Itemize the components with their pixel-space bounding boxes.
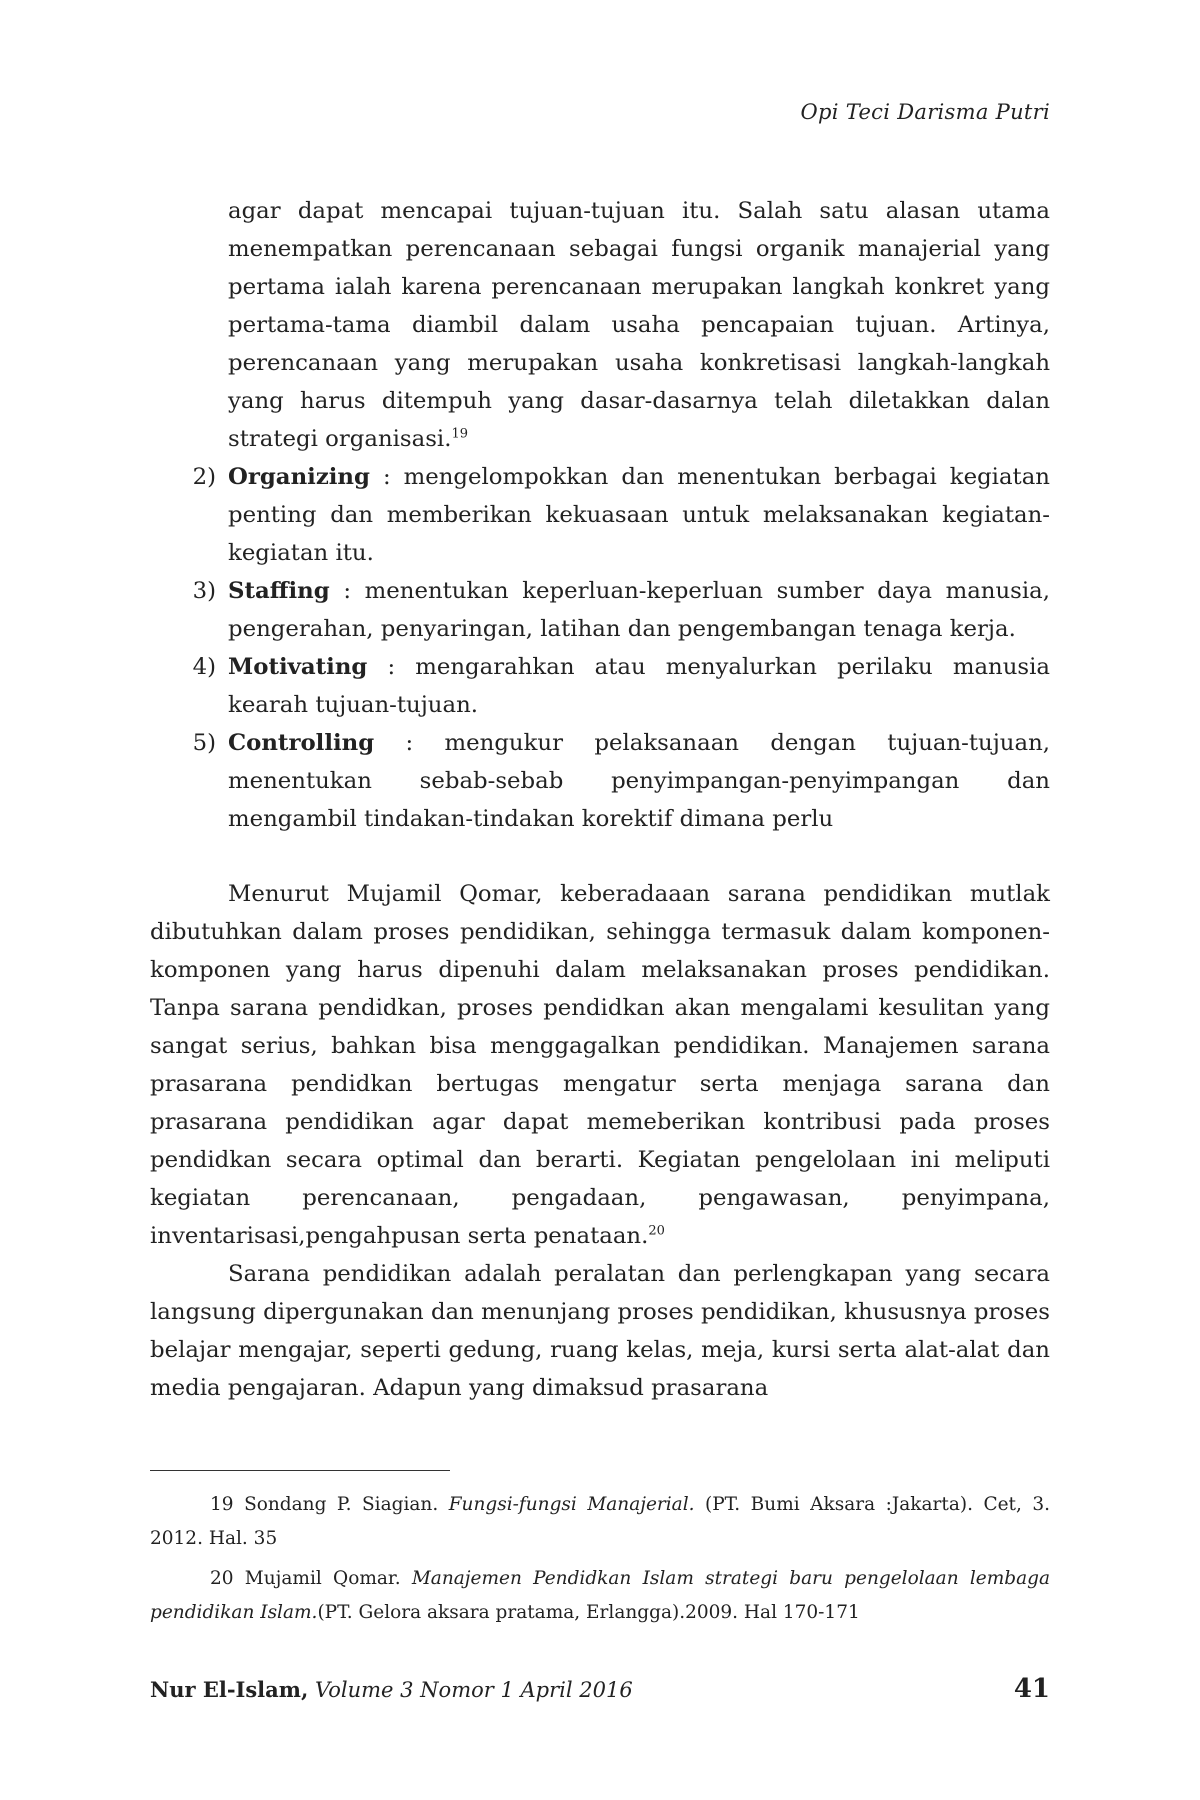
list-item-term: Staffing	[228, 578, 330, 604]
list-item-number: 2)	[192, 464, 216, 490]
paragraph	[150, 1255, 1050, 1407]
footnote-author: Sondang P. Siagian.	[244, 1494, 449, 1515]
footer-volume: Volume 3 Nomor 1 April 2016	[315, 1678, 633, 1702]
list-item-text: : mengukur pelaksanaan dengan tujuan-tujuan, menentukan sebab-sebab penyimpangan-penyimpangan dan mengambil tindakan-tindakan korektif dimana perlu	[228, 730, 1050, 832]
list-item-number: 3)	[192, 578, 216, 604]
footnote-details: (PT. Gelora aksara pratama, Erlangga).2009. Hal 170-171	[317, 1602, 860, 1623]
page-number: 41	[1013, 1674, 1050, 1704]
footer-journal: Nur El-Islam,	[150, 1677, 309, 1702]
continued-list-text	[228, 192, 1050, 458]
list-item-term: Motivating	[228, 654, 368, 680]
footnote-details: (PT. Bumi Aksara :Jakarta). Cet, 3. 2012. Hal. 35	[150, 1494, 1051, 1549]
list-item-number: 4)	[192, 654, 216, 680]
continued-text: agar dapat mencapai tujuan-tujuan itu. Salah satu alasan utama menempatkan perencanaan sebagai fungsi organik manajerial yang pertama ialah karena perencanaan merupakan langkah konkret yang pertama-tama diambil dalam usaha pencapaian tujuan. Artinya, perencanaan yang merupakan usaha konkretisasi langkah-langkah yang harus ditempuh yang dasar-dasarnya telah diletakkan dalan strategi organisasi.	[228, 198, 1050, 452]
paragraph	[150, 875, 1050, 1255]
list-item	[150, 572, 1050, 648]
body-text	[150, 192, 1050, 1407]
list-item	[150, 724, 1050, 838]
footnote-number: 20	[210, 1568, 234, 1589]
footnote-ref[interactable]: 19	[451, 426, 468, 442]
list-item-term: Organizing	[228, 464, 370, 490]
page	[150, 0, 1050, 1800]
footnote-number: 19	[210, 1494, 234, 1515]
paragraph-text: Menurut Mujamil Qomar, keberadaaan sarana pendidikan mutlak dibutuhkan dalam proses pendidikan, sehingga termasuk dalam komponen-komponen yang harus dipenuhi dalam melaksanakan proses pendidikan. Tanpa sarana pendidkan, proses pendidkan akan mengalami kesulitan yang sangat serius, bahkan bisa menggagalkan pendidikan. Manajemen sarana prasarana pendidkan bertugas mengatur serta menjaga sarana dan prasarana pendidikan agar dapat memeberikan kontribusi pada proses pendidkan secara optimal dan berarti. Kegiatan pengelolaan ini meliputi kegiatan perencanaan, pengadaan, pengawasan, penyimpana, inventarisasi,pengahpusan serta penataan.	[150, 881, 1050, 1249]
list-item-text: : mengarahkan atau menyalurkan perilaku manusia kearah tujuan-tujuan.	[228, 654, 1050, 718]
paragraph-text: Sarana pendidikan adalah peralatan dan perlengkapan yang secara langsung dipergunakan dan menunjang proses pendidikan, khususnya proses belajar mengajar, seperti gedung, ruang kelas, meja, kursi serta alat-alat dan media pengajaran. Adapun yang dimaksud prasarana	[150, 1261, 1050, 1401]
list-item-term: Controlling	[228, 730, 375, 756]
list-item-text: : mengelompokkan dan menentukan berbagai kegiatan penting dan memberikan kekuasaan untuk melaksanakan kegiatan-kegiatan itu.	[228, 464, 1050, 566]
footnote	[150, 1562, 1050, 1630]
footnote-title: Manajemen Pendidkan Islam strategi baru pengelolaan lembaga pendidikan Islam.	[150, 1568, 1050, 1623]
list-item	[150, 648, 1050, 724]
footnote-divider	[150, 1470, 450, 1471]
list-item-number: 5)	[192, 730, 216, 756]
footnote-title: Fungsi-fungsi Manajerial.	[448, 1494, 695, 1515]
list-item-text: : menentukan keperluan-keperluan sumber daya manusia, pengerahan, penyaringan, latihan dan pengembangan tenaga kerja.	[228, 578, 1050, 642]
footnote-ref[interactable]: 20	[648, 1223, 665, 1239]
list-item	[150, 458, 1050, 572]
running-header-author: Opi Teci Darisma Putri	[800, 100, 1050, 124]
footnote-author: Mujamil Qomar.	[244, 1568, 412, 1589]
footer-citation	[150, 1677, 633, 1702]
footnotes	[150, 1488, 1050, 1636]
footnote	[150, 1488, 1050, 1556]
page-footer	[150, 1674, 1050, 1704]
